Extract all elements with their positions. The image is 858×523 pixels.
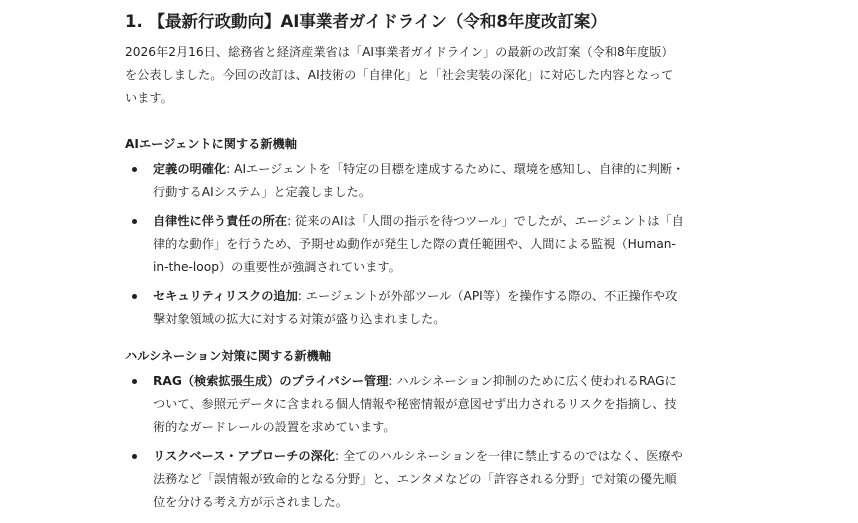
section-heading-ai-agent: AIエージェントに関する新機軸 bbox=[125, 137, 297, 151]
bullet-dot-icon bbox=[132, 454, 137, 459]
bullet-dot-icon bbox=[132, 379, 137, 384]
item-text: : ハルシネーション抑制のために広く使われるRAGについて、参照元データに含まれる個人情報や秘密情報が意図せず出力されるリスクを指摘し、技術的なガードレールの設置を求めています。 bbox=[153, 374, 677, 434]
list-item bbox=[125, 210, 685, 279]
item-term: 自律性に伴う責任の所在 bbox=[153, 214, 288, 228]
item-term: リスクベース・アプローチの深化 bbox=[153, 449, 335, 463]
bullet-dot-icon bbox=[132, 294, 137, 299]
list-item bbox=[125, 285, 685, 331]
page-title: 1. 【最新行政動向】AI事業者ガイドライン（令和8年度改訂案） bbox=[125, 12, 607, 31]
bullet-list-ai-agent bbox=[125, 158, 685, 331]
intro-paragraph: 2026年2月16日、総務省と経済産業省は「AI事業者ガイドライン」の最新の改訂案（令和8年度版）を公表しました。今回の改訂は、AI技術の「自律化」と「社会実装の深化」に対応した内容となっています。 bbox=[125, 45, 674, 105]
item-term: 定義の明確化 bbox=[153, 162, 227, 176]
bullet-dot-icon bbox=[132, 219, 137, 224]
list-item bbox=[125, 370, 685, 439]
document-body bbox=[125, 10, 685, 520]
bullet-list-hallucination bbox=[125, 370, 685, 514]
item-term: セキュリティリスクの追加 bbox=[153, 289, 298, 303]
item-text: : 全てのハルシネーションを一律に禁止するのではなく、医療や法務など「誤情報が致命的となる分野」と、エンタメなどの「許容される分野」で対策の優先順位を分ける考え方が示されました。 bbox=[153, 449, 683, 509]
item-text: : AIエージェントを「特定の目標を達成するために、環境を感知し、自律的に判断・行動するAIシステム」と定義しました。 bbox=[153, 162, 685, 199]
item-text: : 従来のAIは「人間の指示を待つツール」でしたが、エージェントは「自律的な動作」を行うため、予期せぬ動作が発生した際の責任範囲や、人間による監視（Human-in-the-loop）の重要性が強調されています。 bbox=[153, 214, 684, 274]
list-item bbox=[125, 445, 685, 514]
section-heading-hallucination: ハルシネーション対策に関する新機軸 bbox=[125, 349, 332, 363]
bullet-dot-icon bbox=[132, 167, 137, 172]
list-item bbox=[125, 158, 685, 204]
item-term: RAG（検索拡張生成）のプライバシー管理 bbox=[153, 374, 389, 388]
item-text: : エージェントが外部ツール（API等）を操作する際の、不正操作や攻撃対象領域の拡大に対する対策が盛り込まれました。 bbox=[153, 289, 678, 326]
